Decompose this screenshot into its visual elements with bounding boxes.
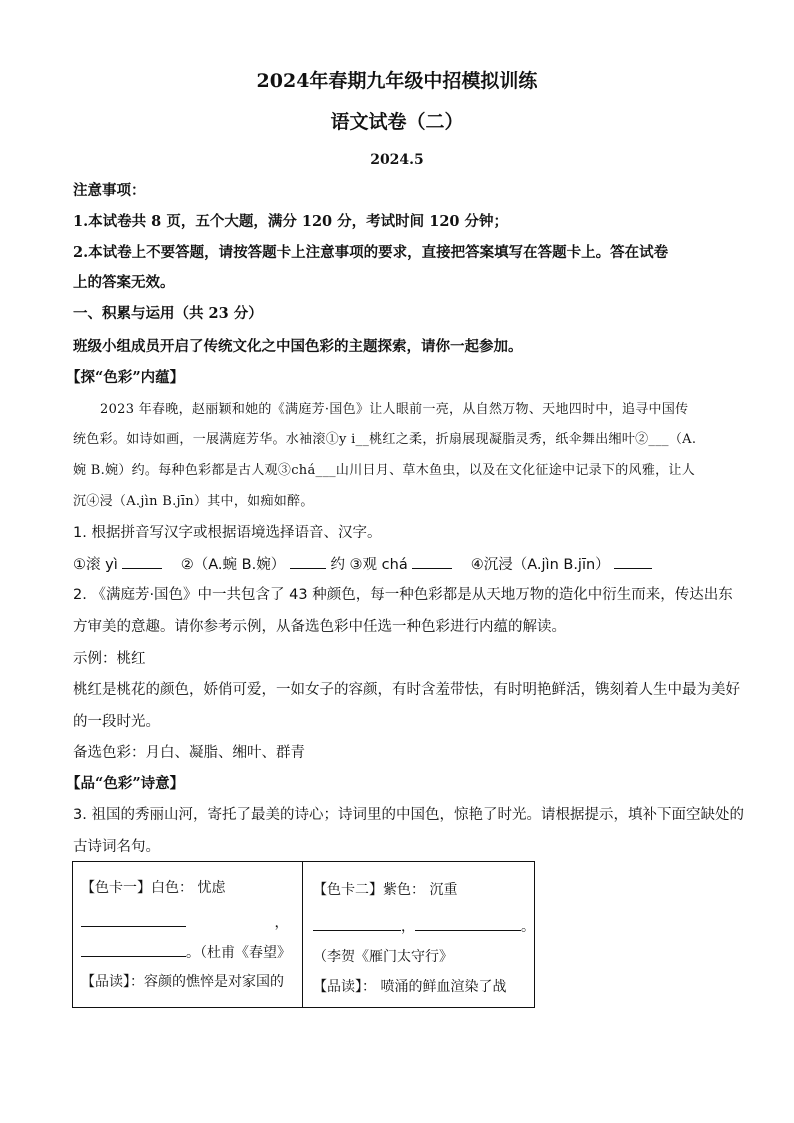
card-1-blank-2[interactable]	[81, 942, 186, 957]
exam-date: 2024.5	[370, 152, 424, 168]
q1-item-b-suffix: 约	[330, 557, 345, 573]
part-title-2: 【品“色彩”诗意】	[66, 775, 185, 792]
notes-item-2-line-2: 上的答案无效。	[73, 274, 175, 291]
card-1-comma: ，	[274, 915, 289, 931]
card-2-blank-1[interactable]	[313, 916, 401, 931]
q1-item-c: ③观 chá	[349, 557, 408, 573]
notes-item-1: 1.本试卷共 8 页，五个大题，满分 120 分，考试时间 120 分钟；	[73, 213, 509, 230]
example-label: 示例：桃红	[73, 651, 146, 667]
exam-subtitle: 语文试卷（二）	[330, 111, 464, 133]
q1-item-b: ②（A.蜿 B.婉）	[180, 557, 286, 573]
part-title-1: 【探“色彩”内蕴】	[66, 369, 185, 386]
example-line-2: 的一段时光。	[73, 714, 160, 730]
example-line-1: 桃红是桃花的颜色，娇俏可爱，一如女子的容颜，有时含羞带怯，有时明艳鲜活，镌刻着人生中最为美好	[73, 682, 740, 698]
section-intro: 班级小组成员开启了传统文化之中国色彩的主题探索，请你一起参加。	[73, 338, 523, 355]
card-2-period: 。	[521, 919, 535, 935]
color-card-2-reading: 【品读】： 喷涌的鲜血渲染了战	[313, 979, 507, 995]
q1-blank-b[interactable]	[290, 554, 326, 569]
color-card-2-title: 【色卡二】紫色： 沉重	[313, 882, 458, 898]
color-card-2-source: （李贺《雁门太守行》	[313, 949, 453, 965]
color-card-1-title: 【色卡一】白色： 忧虑	[81, 880, 226, 896]
color-card-1-reading: 【品读】：容颜的憔悴是对家国的	[81, 974, 284, 990]
color-card-1	[73, 862, 302, 1007]
question-2-line-1: 2. 《满庭芳·国色》中一共包含了 43 种颜色，每一种色彩都是从天地万物的造化中衍生而来，传达出东	[73, 587, 733, 603]
question-1-items	[73, 554, 652, 575]
color-card-2	[303, 862, 536, 1007]
exam-title: 2024年春期九年级中招模拟训练	[256, 70, 538, 92]
passage-line-2: 统色彩。如诗如画，一展满庭芳华。水袖滚①y i__桃红之柔，折扇展现凝脂灵秀，纸伞舞出缃叶②___（A.	[73, 432, 697, 447]
passage-line-4: 沉④浸（A.jìn B.jīn）其中，如痴如醉。	[73, 494, 314, 509]
question-2-line-2: 方审美的意趣。请你参考示例，从备选色彩中任选一种色彩进行内蕴的解读。	[73, 619, 566, 635]
q1-blank-c[interactable]	[412, 554, 452, 569]
section-heading: 一、积累与运用（共 23 分）	[73, 305, 263, 322]
q1-item-a: ①滚 yì	[73, 557, 118, 573]
poem-table	[72, 861, 535, 1008]
card-1-source: 。（杜甫《春望》	[186, 945, 291, 961]
card-1-blank-1[interactable]	[81, 912, 186, 927]
question-3-line-1: 3. 祖国的秀丽山河，寄托了最美的诗心；诗词里的中国色，惊艳了时光。请根据提示，填补下面空缺处的	[73, 807, 744, 823]
color-options: 备选色彩：月白、凝脂、缃叶、群青	[73, 745, 305, 761]
q1-item-d: ④沉浸（A.jìn B.jīn）	[470, 557, 610, 573]
card-2-blank-2[interactable]	[415, 916, 521, 931]
notes-heading: 注意事项：	[73, 182, 146, 199]
passage-line-1: 2023 年春晚，赵丽颖和她的《满庭芳·国色》让人眼前一亮，从自然万物、天地四时中，追寻中国传	[100, 402, 689, 417]
color-card-1-line-2	[81, 942, 291, 963]
question-3-line-2: 古诗词名句。	[73, 839, 160, 855]
notes-item-2-line-1: 2.本试卷上不要答题，请按答题卡上注意事项的要求，直接把答案填写在答题卡上。答在试卷	[73, 244, 669, 261]
q1-blank-d[interactable]	[614, 554, 652, 569]
color-card-1-line-1	[81, 912, 288, 933]
color-card-2-line-1	[313, 916, 535, 937]
q1-blank-a[interactable]	[122, 554, 162, 569]
card-2-comma: ，	[401, 919, 415, 935]
question-1: 1. 根据拼音写汉字或根据语境选择语音、汉字。	[73, 525, 382, 541]
passage-line-3: 婉 B.婉）约。每种色彩都是古人观③chá___山川日月、草木鱼虫，以及在文化征途中记录下的风雅，让人	[73, 463, 696, 478]
